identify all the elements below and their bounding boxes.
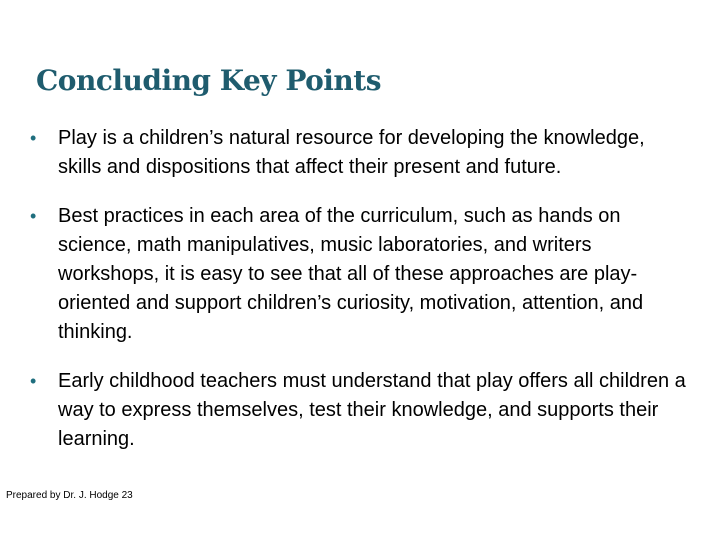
bullet-text: Play is a children’s natural resource for developing the knowledge, skills and dispositions that affect their present and future. bbox=[58, 127, 645, 178]
bullet-item bbox=[30, 202, 690, 347]
bullet-icon: • bbox=[30, 371, 37, 391]
slide-title: Concluding Key Points bbox=[36, 64, 381, 97]
bullet-icon: • bbox=[30, 128, 37, 148]
bullet-item bbox=[30, 124, 690, 182]
bullet-text: Early childhood teachers must understand that play offers all children a way to express themselves, test their knowledge, and supports their learning. bbox=[58, 370, 686, 450]
bullet-icon: • bbox=[30, 206, 37, 226]
slide-footer: Prepared by Dr. J. Hodge 23 bbox=[6, 490, 133, 501]
bullet-list bbox=[30, 124, 690, 474]
bullet-text: Best practices in each area of the curriculum, such as hands on science, math manipulatives, music laboratories, and writers workshops, it is easy to see that all of these approaches are play-oriented and support children’s curiosity, motivation, attention, and thinking. bbox=[58, 205, 644, 343]
bullet-item bbox=[30, 367, 690, 454]
